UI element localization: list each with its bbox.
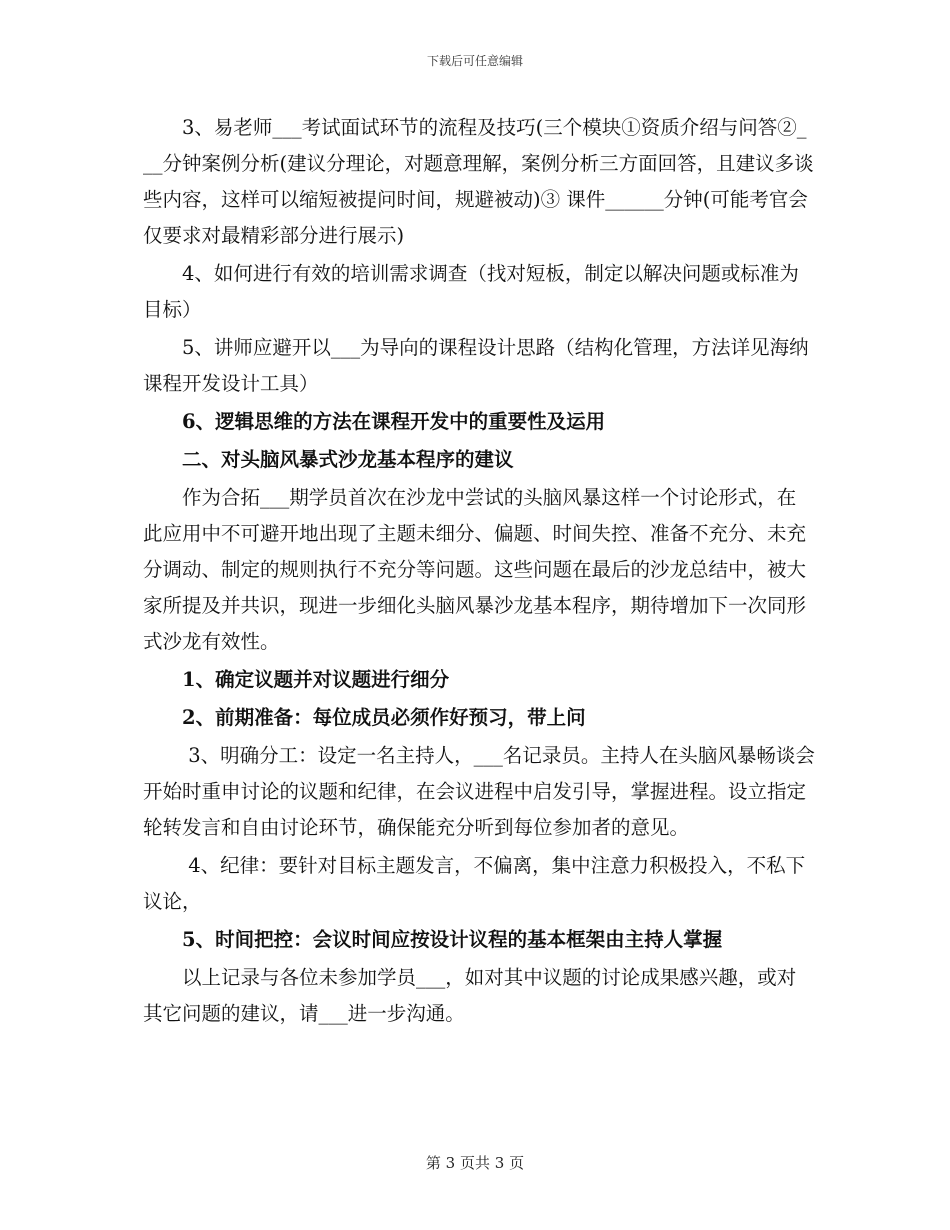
heading-item-6: 6、逻辑思维的方法在课程开发中的重要性及运用 bbox=[182, 410, 606, 433]
page-footer: 第 3 页共 3 页 bbox=[425, 1154, 525, 1172]
paragraph-step-4: 4、纪律：要针对目标主题发言，不偏离，集中注意力积极投入，不私下议论， bbox=[143, 854, 806, 913]
paragraph-item-3: 3、易老师___考试面试环节的流程及技巧(三个模块①资质介绍与问答②___分钟案例分析(建议分理论，对题意理解，案例分析三方面回答，且建议多谈些内容，这样可以缩短被提问时间，规避被动)③ 课件______分钟(可能考官会仅要求对最精彩部分进行展示) bbox=[143, 116, 814, 247]
document-body bbox=[143, 110, 815, 1032]
heading-step-1: 1、确定议题并对议题进行细分 bbox=[182, 668, 450, 691]
page-header: 下载后可任意编辑 bbox=[426, 54, 523, 68]
paragraph-step-3: 3、明确分工：设定一名主持人，___名记录员。主持人在头脑风暴畅谈会开始时重申讨论的议题和纪律，在会议进程中启发引导，掌握进程。设立指定轮转发言和自由讨论环节，确保能充分听到每位参加者的意见。 bbox=[143, 744, 815, 839]
section-heading-two: 二、对头脑风暴式沙龙基本程序的建议 bbox=[182, 448, 514, 471]
heading-step-2: 2、前期准备：每位成员必须作好预习，带上问 bbox=[182, 706, 586, 729]
paragraph-closing: 以上记录与各位未参加学员___，如对其中议题的讨论成果感兴趣，或对其它问题的建议，请___进一步沟通。 bbox=[143, 966, 797, 1025]
paragraph-item-4: 4、如何进行有效的培训需求调查（找对短板，制定以解决问题或标准为目标） bbox=[143, 262, 799, 321]
heading-step-5: 5、时间把控：会议时间应按设计议程的基本框架由主持人掌握 bbox=[182, 928, 723, 951]
paragraph-intro: 作为合拓___期学员首次在沙龙中尝试的头脑风暴这样一个讨论形式，在此应用中不可避开地出现了主题未细分、偏题、时间失控、准备不充分、未充分调动、制定的规则执行不充分等问题。这些问题在最后的沙龙总结中，被大家所提及并共识，现进一步细化头脑风暴沙龙基本程序，期待增加下一次同形式沙龙有效性。 bbox=[143, 486, 807, 653]
paragraph-item-5: 5、讲师应避开以___为导向的课程设计思路（结构化管理，方法详见海纳课程开发设计工具） bbox=[143, 336, 809, 395]
